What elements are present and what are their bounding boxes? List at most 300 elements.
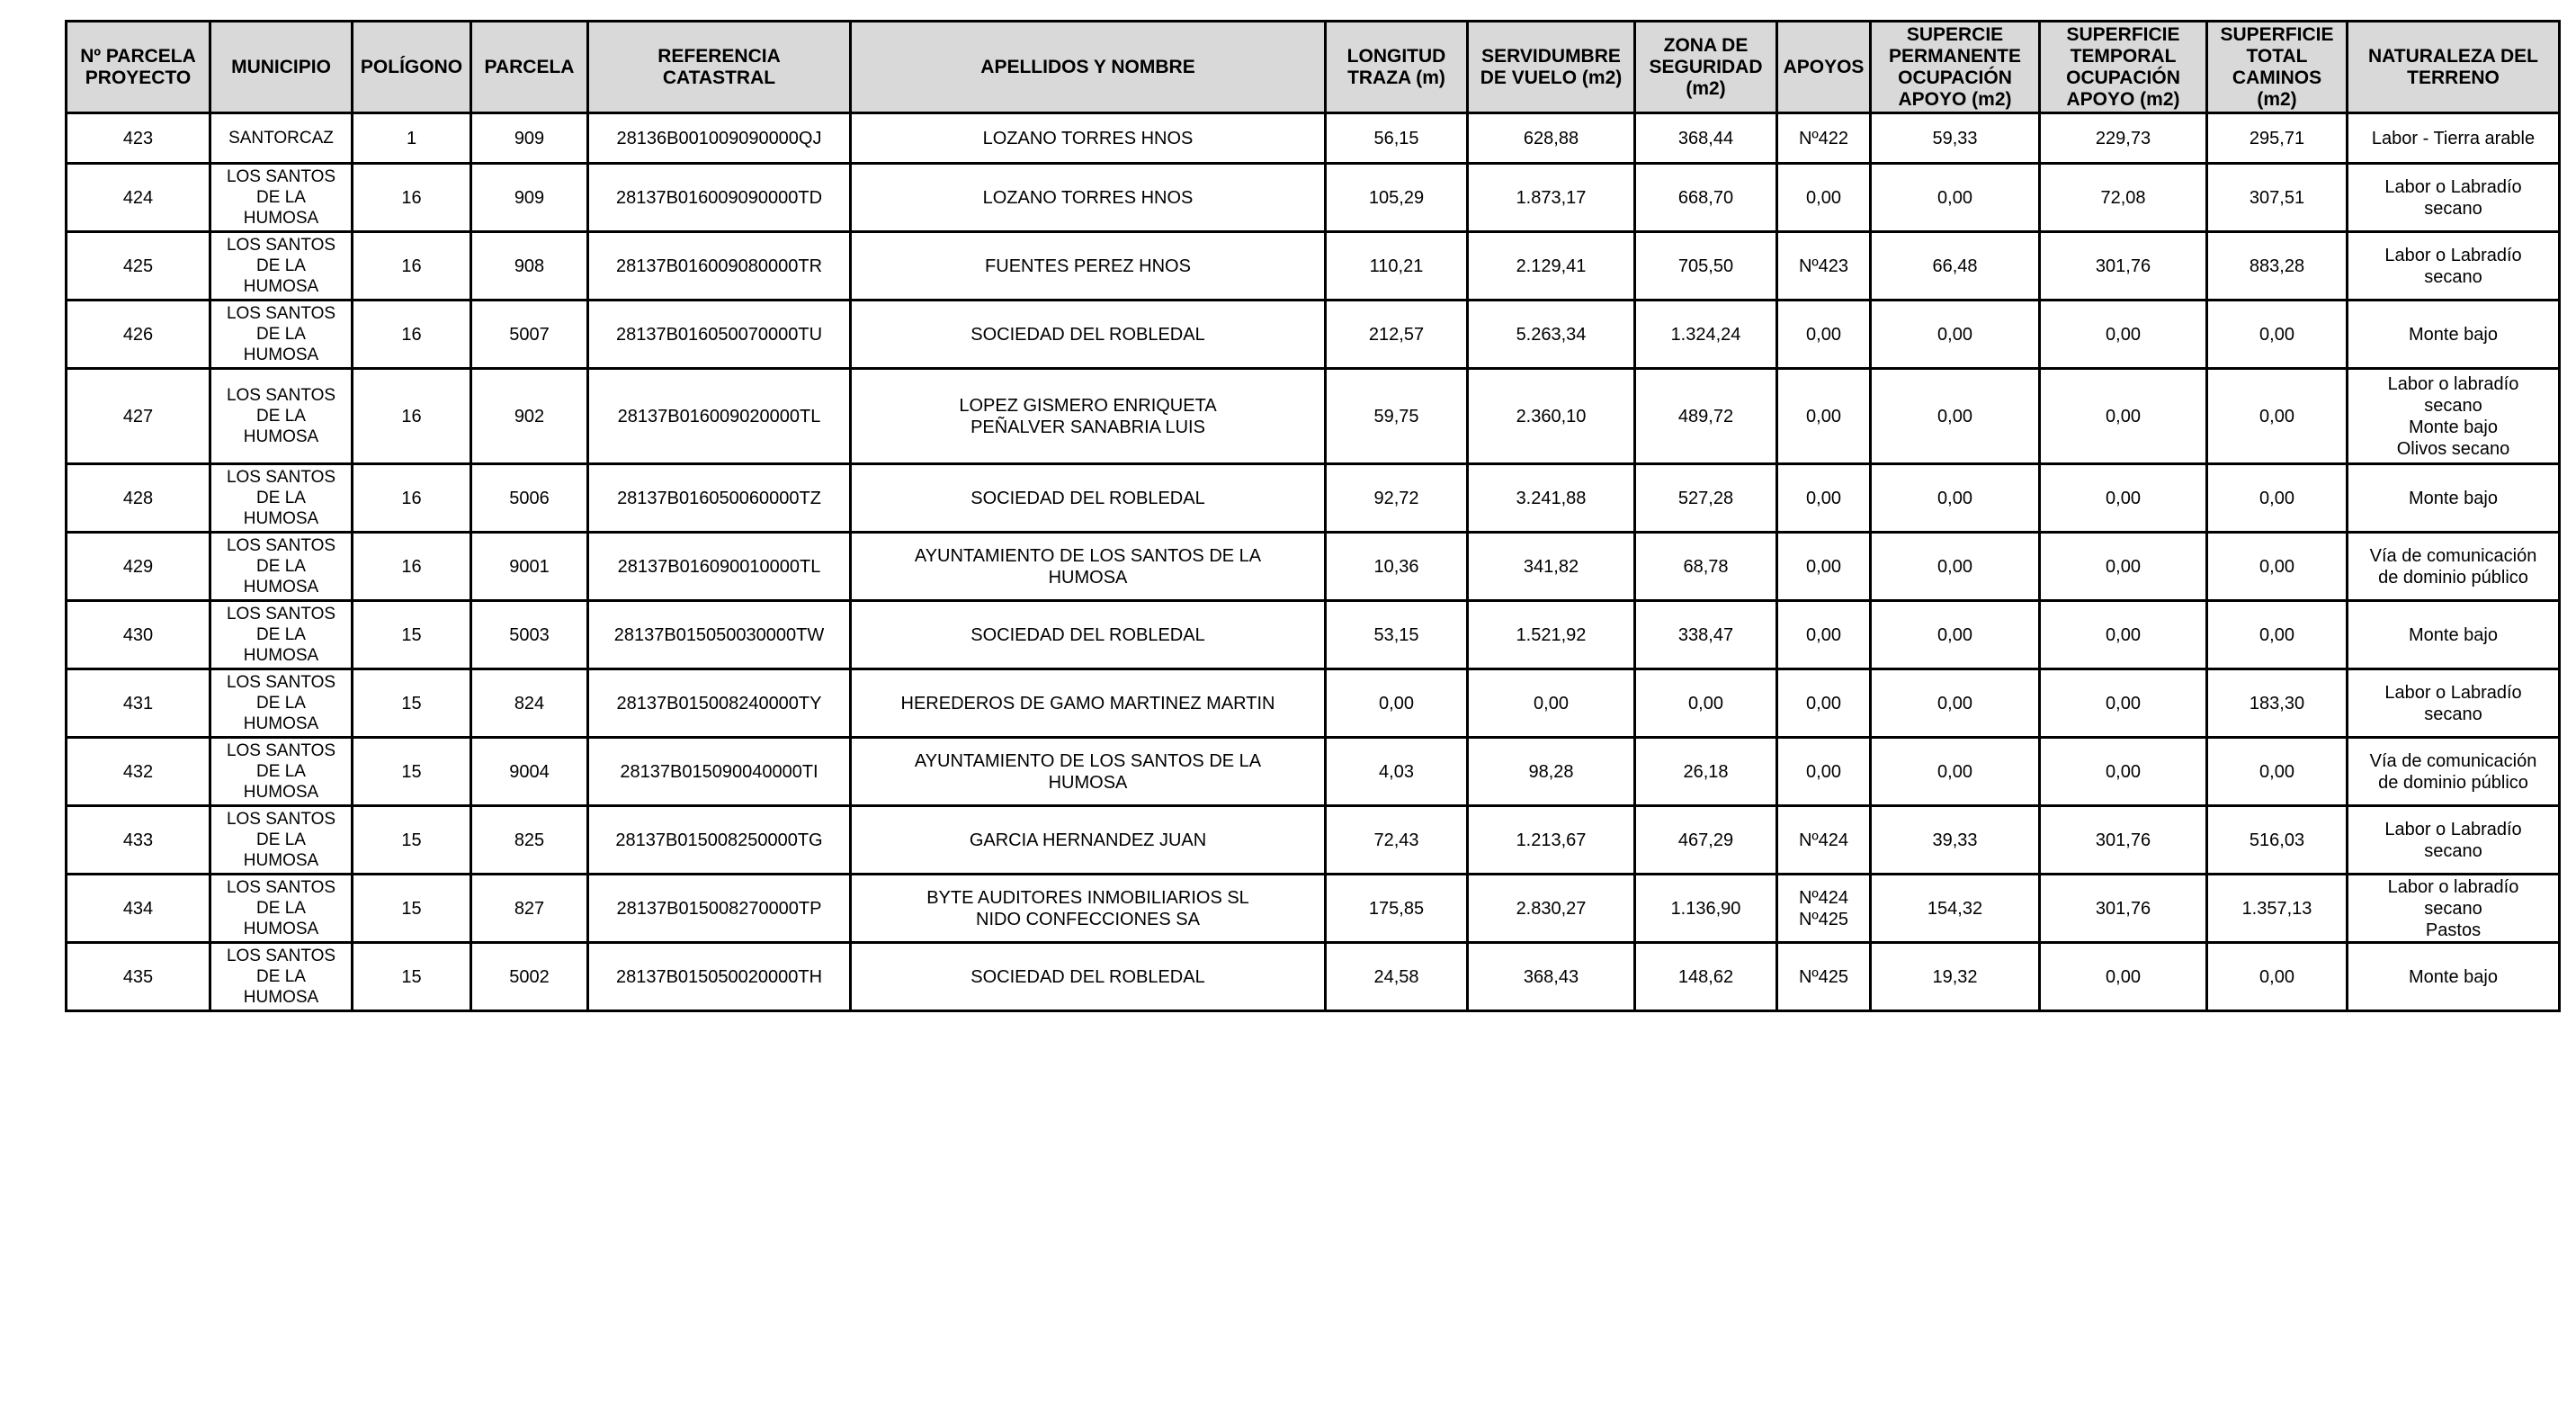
cell-apellidos-nombre-line: SOCIEDAD DEL ROBLEDAL xyxy=(970,624,1205,645)
cell-apoyos-line: Nº422 xyxy=(1798,128,1849,148)
cell-poligono: 16 xyxy=(353,232,471,301)
cell-municipio-line: LOS SANTOS xyxy=(226,810,336,829)
cell-naturaleza-terreno xyxy=(2348,464,2560,533)
header-sup-temporal: SUPERFICIE TEMPORAL OCUPACIÓN APOYO (m2) xyxy=(2040,22,2207,113)
table-row xyxy=(67,232,2560,301)
cell-apellidos-nombre-line: SOCIEDAD DEL ROBLEDAL xyxy=(970,488,1205,508)
table-body xyxy=(67,113,2560,1011)
cell-poligono: 1 xyxy=(353,113,471,164)
cell-naturaleza-terreno-line: Vía de comunicación xyxy=(2369,545,2537,566)
cell-apellidos-nombre xyxy=(851,369,1326,464)
cell-longitud-traza: 56,15 xyxy=(1326,113,1468,164)
cell-referencia-catastral: 28137B015050020000TH xyxy=(588,943,851,1011)
cell-apellidos-nombre-line: LOZANO TORRES HNOS xyxy=(982,187,1194,208)
cell-municipio xyxy=(210,113,353,164)
cell-apellidos-nombre xyxy=(851,533,1326,601)
cell-municipio-line: HUMOSA xyxy=(243,988,319,1007)
cell-municipio-line: DE LA xyxy=(256,762,306,781)
cell-sup-permanente: 0,00 xyxy=(1871,164,2040,232)
cell-apellidos-nombre-line: BYTE AUDITORES INMOBILIARIOS SL xyxy=(926,887,1249,908)
cell-apellidos-nombre xyxy=(851,464,1326,533)
cell-naturaleza-terreno-line: de dominio público xyxy=(2378,772,2528,793)
cell-longitud-traza: 4,03 xyxy=(1326,738,1468,806)
header-row xyxy=(67,22,2560,113)
cell-zona-seguridad: 668,70 xyxy=(1635,164,1777,232)
cell-apellidos-nombre-line: HEREDEROS DE GAMO MARTINEZ MARTIN xyxy=(900,693,1275,713)
cell-sup-permanente: 0,00 xyxy=(1871,464,2040,533)
cell-municipio xyxy=(210,533,353,601)
cell-municipio-line: LOS SANTOS xyxy=(226,605,336,624)
table-row xyxy=(67,369,2560,464)
cell-servidumbre-vuelo: 1.873,17 xyxy=(1468,164,1635,232)
cell-apoyos-line: 0,00 xyxy=(1806,488,1841,508)
cell-municipio-line: HUMOSA xyxy=(243,646,319,665)
cell-longitud-traza: 92,72 xyxy=(1326,464,1468,533)
cell-sup-caminos: 0,00 xyxy=(2207,601,2348,669)
cell-municipio-line: DE LA xyxy=(256,407,306,426)
table-row xyxy=(67,806,2560,875)
cell-apoyos xyxy=(1777,164,1871,232)
cell-apellidos-nombre-line: LOPEZ GISMERO ENRIQUETA xyxy=(959,395,1217,416)
cell-naturaleza-terreno xyxy=(2348,232,2560,301)
cell-zona-seguridad: 1.324,24 xyxy=(1635,301,1777,369)
cell-sup-caminos: 516,03 xyxy=(2207,806,2348,875)
cell-parcela: 902 xyxy=(471,369,588,464)
cell-parcela: 825 xyxy=(471,806,588,875)
parcel-table xyxy=(65,20,2561,1012)
cell-sup-permanente: 0,00 xyxy=(1871,669,2040,738)
cell-naturaleza-terreno-line: secano xyxy=(2424,840,2482,861)
cell-apoyos-line: Nº424 xyxy=(1798,830,1849,850)
cell-zona-seguridad: 148,62 xyxy=(1635,943,1777,1011)
cell-apellidos-nombre xyxy=(851,806,1326,875)
cell-apoyos-line: Nº424 xyxy=(1798,887,1849,908)
cell-sup-temporal: 0,00 xyxy=(2040,464,2207,533)
cell-naturaleza-terreno-line: Monte bajo xyxy=(2409,488,2498,508)
cell-servidumbre-vuelo: 5.263,34 xyxy=(1468,301,1635,369)
cell-municipio xyxy=(210,464,353,533)
cell-naturaleza-terreno xyxy=(2348,806,2560,875)
cell-municipio xyxy=(210,601,353,669)
cell-naturaleza-terreno-line: Olivos secano xyxy=(2396,438,2510,459)
cell-sup-temporal: 0,00 xyxy=(2040,601,2207,669)
cell-sup-caminos: 307,51 xyxy=(2207,164,2348,232)
cell-sup-permanente: 0,00 xyxy=(1871,369,2040,464)
cell-apoyos-line: 0,00 xyxy=(1806,406,1841,426)
cell-longitud-traza: 59,75 xyxy=(1326,369,1468,464)
cell-municipio xyxy=(210,164,353,232)
cell-apoyos xyxy=(1777,875,1871,943)
cell-referencia-catastral: 28137B016009090000TD xyxy=(588,164,851,232)
cell-sup-permanente: 0,00 xyxy=(1871,533,2040,601)
cell-referencia-catastral: 28137B015008250000TG xyxy=(588,806,851,875)
cell-parcela-proyecto: 427 xyxy=(67,369,210,464)
table-row xyxy=(67,943,2560,1011)
cell-apoyos xyxy=(1777,601,1871,669)
cell-parcela: 5006 xyxy=(471,464,588,533)
cell-naturaleza-terreno-line: de dominio público xyxy=(2378,567,2528,588)
table-row xyxy=(67,464,2560,533)
cell-apoyos xyxy=(1777,533,1871,601)
cell-municipio-line: HUMOSA xyxy=(243,851,319,870)
cell-municipio xyxy=(210,738,353,806)
cell-naturaleza-terreno-line: secano xyxy=(2424,266,2482,287)
cell-apoyos-line: Nº423 xyxy=(1798,256,1849,276)
cell-zona-seguridad: 489,72 xyxy=(1635,369,1777,464)
table-header xyxy=(67,22,2560,113)
header-servidumbre-vuelo: SERVIDUMBRE DE VUELO (m2) xyxy=(1468,22,1635,113)
cell-naturaleza-terreno-line: Labor o Labradío xyxy=(2384,176,2522,197)
cell-sup-caminos: 0,00 xyxy=(2207,369,2348,464)
cell-zona-seguridad: 705,50 xyxy=(1635,232,1777,301)
cell-sup-caminos: 883,28 xyxy=(2207,232,2348,301)
cell-municipio-line: HUMOSA xyxy=(243,277,319,296)
cell-municipio-line: HUMOSA xyxy=(243,783,319,802)
cell-servidumbre-vuelo: 1.521,92 xyxy=(1468,601,1635,669)
table-row xyxy=(67,533,2560,601)
cell-municipio-line: LOS SANTOS xyxy=(226,947,336,965)
header-zona-seguridad: ZONA DE SEGURIDAD (m2) xyxy=(1635,22,1777,113)
cell-servidumbre-vuelo: 1.213,67 xyxy=(1468,806,1635,875)
cell-referencia-catastral: 28136B001009090000QJ xyxy=(588,113,851,164)
cell-apoyos xyxy=(1777,464,1871,533)
cell-parcela: 909 xyxy=(471,164,588,232)
cell-parcela-proyecto: 435 xyxy=(67,943,210,1011)
header-sup-permanente: SUPERCIE PERMANENTE OCUPACIÓN APOYO (m2) xyxy=(1871,22,2040,113)
cell-zona-seguridad: 0,00 xyxy=(1635,669,1777,738)
cell-parcela-proyecto: 431 xyxy=(67,669,210,738)
cell-municipio-line: DE LA xyxy=(256,256,306,275)
cell-naturaleza-terreno xyxy=(2348,533,2560,601)
table-row xyxy=(67,301,2560,369)
cell-parcela-proyecto: 426 xyxy=(67,301,210,369)
cell-apellidos-nombre-line: LOZANO TORRES HNOS xyxy=(982,128,1194,148)
cell-sup-temporal: 0,00 xyxy=(2040,301,2207,369)
cell-poligono: 16 xyxy=(353,369,471,464)
cell-referencia-catastral: 28137B016090010000TL xyxy=(588,533,851,601)
cell-apoyos xyxy=(1777,301,1871,369)
cell-sup-caminos: 0,00 xyxy=(2207,301,2348,369)
cell-apoyos-line: 0,00 xyxy=(1806,761,1841,782)
cell-parcela: 824 xyxy=(471,669,588,738)
cell-servidumbre-vuelo: 0,00 xyxy=(1468,669,1635,738)
header-parcela: PARCELA xyxy=(471,22,588,113)
cell-apellidos-nombre-line: FUENTES PEREZ HNOS xyxy=(985,256,1191,276)
cell-sup-permanente: 19,32 xyxy=(1871,943,2040,1011)
header-municipio: MUNICIPIO xyxy=(210,22,353,113)
header-naturaleza-terreno: NATURALEZA DEL TERRENO xyxy=(2348,22,2560,113)
cell-longitud-traza: 53,15 xyxy=(1326,601,1468,669)
cell-apoyos xyxy=(1777,669,1871,738)
cell-apoyos xyxy=(1777,943,1871,1011)
cell-apoyos xyxy=(1777,806,1871,875)
cell-apoyos-line: 0,00 xyxy=(1806,324,1841,345)
cell-sup-temporal: 301,76 xyxy=(2040,232,2207,301)
cell-parcela-proyecto: 432 xyxy=(67,738,210,806)
cell-naturaleza-terreno-line: Labor o Labradío xyxy=(2384,819,2522,839)
cell-naturaleza-terreno-line: Labor o labradío xyxy=(2387,373,2519,394)
cell-municipio-line: LOS SANTOS xyxy=(226,673,336,692)
cell-sup-temporal: 0,00 xyxy=(2040,369,2207,464)
cell-municipio-line: LOS SANTOS xyxy=(226,878,336,897)
cell-referencia-catastral: 28137B016050070000TU xyxy=(588,301,851,369)
cell-municipio-line: LOS SANTOS xyxy=(226,304,336,323)
cell-referencia-catastral: 28137B016009020000TL xyxy=(588,369,851,464)
cell-naturaleza-terreno xyxy=(2348,738,2560,806)
cell-apellidos-nombre xyxy=(851,113,1326,164)
cell-apellidos-nombre-line: GARCIA HERNANDEZ JUAN xyxy=(969,830,1207,850)
cell-naturaleza-terreno xyxy=(2348,875,2560,943)
cell-naturaleza-terreno-line: Pastos xyxy=(2425,920,2482,940)
cell-zona-seguridad: 68,78 xyxy=(1635,533,1777,601)
cell-sup-permanente: 0,00 xyxy=(1871,738,2040,806)
cell-naturaleza-terreno-line: Monte bajo xyxy=(2409,966,2498,987)
cell-longitud-traza: 0,00 xyxy=(1326,669,1468,738)
cell-poligono: 15 xyxy=(353,601,471,669)
cell-naturaleza-terreno-line: Monte bajo xyxy=(2409,324,2498,345)
cell-apoyos xyxy=(1777,738,1871,806)
cell-municipio-line: DE LA xyxy=(256,694,306,713)
cell-parcela-proyecto: 430 xyxy=(67,601,210,669)
cell-servidumbre-vuelo: 341,82 xyxy=(1468,533,1635,601)
cell-municipio-line: LOS SANTOS xyxy=(226,536,336,555)
cell-longitud-traza: 110,21 xyxy=(1326,232,1468,301)
cell-sup-temporal: 0,00 xyxy=(2040,533,2207,601)
cell-sup-permanente: 0,00 xyxy=(1871,301,2040,369)
cell-servidumbre-vuelo: 368,43 xyxy=(1468,943,1635,1011)
cell-naturaleza-terreno xyxy=(2348,113,2560,164)
cell-referencia-catastral: 28137B015050030000TW xyxy=(588,601,851,669)
cell-naturaleza-terreno-line: Labor o labradío xyxy=(2387,876,2519,897)
cell-municipio xyxy=(210,806,353,875)
cell-poligono: 15 xyxy=(353,669,471,738)
cell-naturaleza-terreno xyxy=(2348,601,2560,669)
cell-longitud-traza: 24,58 xyxy=(1326,943,1468,1011)
cell-municipio-line: SANTORCAZ xyxy=(228,129,334,148)
cell-municipio-line: HUMOSA xyxy=(243,209,319,228)
cell-poligono: 15 xyxy=(353,806,471,875)
cell-municipio-line: DE LA xyxy=(256,830,306,849)
cell-sup-caminos: 0,00 xyxy=(2207,464,2348,533)
table-row xyxy=(67,113,2560,164)
cell-apellidos-nombre xyxy=(851,601,1326,669)
cell-zona-seguridad: 26,18 xyxy=(1635,738,1777,806)
cell-municipio xyxy=(210,232,353,301)
cell-parcela: 908 xyxy=(471,232,588,301)
cell-zona-seguridad: 368,44 xyxy=(1635,113,1777,164)
cell-longitud-traza: 212,57 xyxy=(1326,301,1468,369)
cell-parcela-proyecto: 425 xyxy=(67,232,210,301)
cell-sup-permanente: 39,33 xyxy=(1871,806,2040,875)
cell-municipio-line: DE LA xyxy=(256,188,306,207)
cell-zona-seguridad: 527,28 xyxy=(1635,464,1777,533)
cell-apellidos-nombre-line: AYUNTAMIENTO DE LOS SANTOS DE LA xyxy=(914,545,1262,566)
cell-municipio-line: DE LA xyxy=(256,489,306,507)
cell-apellidos-nombre-line: NIDO CONFECCIONES SA xyxy=(976,909,1200,929)
header-parcela-proyecto: Nº PARCELA PROYECTO xyxy=(67,22,210,113)
cell-parcela: 9001 xyxy=(471,533,588,601)
cell-naturaleza-terreno xyxy=(2348,164,2560,232)
cell-referencia-catastral: 28137B016050060000TZ xyxy=(588,464,851,533)
cell-parcela: 5007 xyxy=(471,301,588,369)
cell-apellidos-nombre xyxy=(851,232,1326,301)
cell-municipio xyxy=(210,875,353,943)
cell-naturaleza-terreno-line: secano xyxy=(2424,898,2482,919)
cell-apellidos-nombre xyxy=(851,875,1326,943)
cell-sup-permanente: 59,33 xyxy=(1871,113,2040,164)
cell-longitud-traza: 10,36 xyxy=(1326,533,1468,601)
cell-municipio-line: LOS SANTOS xyxy=(226,741,336,760)
cell-servidumbre-vuelo: 98,28 xyxy=(1468,738,1635,806)
cell-municipio xyxy=(210,943,353,1011)
cell-parcela-proyecto: 434 xyxy=(67,875,210,943)
cell-referencia-catastral: 28137B015008270000TP xyxy=(588,875,851,943)
cell-referencia-catastral: 28137B015008240000TY xyxy=(588,669,851,738)
cell-municipio-line: HUMOSA xyxy=(243,920,319,938)
cell-parcela: 909 xyxy=(471,113,588,164)
cell-apellidos-nombre-line: SOCIEDAD DEL ROBLEDAL xyxy=(970,966,1205,987)
cell-servidumbre-vuelo: 3.241,88 xyxy=(1468,464,1635,533)
cell-municipio-line: DE LA xyxy=(256,557,306,576)
cell-municipio-line: LOS SANTOS xyxy=(226,236,336,255)
cell-poligono: 15 xyxy=(353,738,471,806)
header-poligono: POLÍGONO xyxy=(353,22,471,113)
cell-naturaleza-terreno xyxy=(2348,669,2560,738)
cell-municipio-line: HUMOSA xyxy=(243,714,319,733)
cell-naturaleza-terreno-line: secano xyxy=(2424,395,2482,416)
cell-sup-caminos: 295,71 xyxy=(2207,113,2348,164)
cell-apellidos-nombre xyxy=(851,301,1326,369)
cell-naturaleza-terreno xyxy=(2348,301,2560,369)
cell-municipio xyxy=(210,369,353,464)
cell-sup-temporal: 229,73 xyxy=(2040,113,2207,164)
cell-naturaleza-terreno-line: Vía de comunicación xyxy=(2369,750,2537,771)
cell-municipio-line: LOS SANTOS xyxy=(226,386,336,405)
cell-sup-caminos: 0,00 xyxy=(2207,943,2348,1011)
header-longitud-traza: LONGITUD TRAZA (m) xyxy=(1326,22,1468,113)
cell-sup-temporal: 0,00 xyxy=(2040,738,2207,806)
cell-sup-temporal: 301,76 xyxy=(2040,875,2207,943)
table-row xyxy=(67,875,2560,943)
cell-sup-caminos: 183,30 xyxy=(2207,669,2348,738)
cell-servidumbre-vuelo: 628,88 xyxy=(1468,113,1635,164)
cell-sup-caminos: 1.357,13 xyxy=(2207,875,2348,943)
cell-poligono: 16 xyxy=(353,464,471,533)
cell-parcela: 827 xyxy=(471,875,588,943)
cell-apellidos-nombre xyxy=(851,164,1326,232)
cell-apellidos-nombre-line: PEÑALVER SANABRIA LUIS xyxy=(970,417,1205,437)
cell-apellidos-nombre-line: SOCIEDAD DEL ROBLEDAL xyxy=(970,324,1205,345)
cell-municipio-line: DE LA xyxy=(256,967,306,986)
cell-naturaleza-terreno-line: Monte bajo xyxy=(2409,417,2498,437)
cell-apellidos-nombre-line: HUMOSA xyxy=(1048,772,1128,793)
cell-parcela-proyecto: 424 xyxy=(67,164,210,232)
cell-municipio-line: HUMOSA xyxy=(243,427,319,446)
cell-servidumbre-vuelo: 2.360,10 xyxy=(1468,369,1635,464)
cell-sup-caminos: 0,00 xyxy=(2207,533,2348,601)
cell-naturaleza-terreno-line: Labor o Labradío xyxy=(2384,682,2522,703)
cell-servidumbre-vuelo: 2.830,27 xyxy=(1468,875,1635,943)
cell-apoyos xyxy=(1777,113,1871,164)
cell-sup-temporal: 301,76 xyxy=(2040,806,2207,875)
cell-parcela-proyecto: 423 xyxy=(67,113,210,164)
cell-naturaleza-terreno-line: Labor - Tierra arable xyxy=(2371,128,2536,148)
cell-sup-permanente: 154,32 xyxy=(1871,875,2040,943)
cell-parcela-proyecto: 429 xyxy=(67,533,210,601)
cell-apellidos-nombre-line: HUMOSA xyxy=(1048,567,1128,588)
cell-sup-permanente: 0,00 xyxy=(1871,601,2040,669)
cell-naturaleza-terreno-line: secano xyxy=(2424,198,2482,219)
cell-municipio-line: DE LA xyxy=(256,899,306,918)
cell-poligono: 15 xyxy=(353,943,471,1011)
cell-longitud-traza: 105,29 xyxy=(1326,164,1468,232)
header-apoyos: APOYOS xyxy=(1777,22,1871,113)
cell-sup-temporal: 72,08 xyxy=(2040,164,2207,232)
header-apellidos-nombre: APELLIDOS Y NOMBRE xyxy=(851,22,1326,113)
cell-referencia-catastral: 28137B015090040000TI xyxy=(588,738,851,806)
cell-naturaleza-terreno-line: secano xyxy=(2424,704,2482,724)
cell-sup-temporal: 0,00 xyxy=(2040,943,2207,1011)
header-referencia-catastral: REFERENCIA CATASTRAL xyxy=(588,22,851,113)
cell-apoyos xyxy=(1777,232,1871,301)
cell-parcela: 5002 xyxy=(471,943,588,1011)
cell-sup-permanente: 66,48 xyxy=(1871,232,2040,301)
cell-apoyos-line: Nº425 xyxy=(1798,966,1849,987)
table-row xyxy=(67,164,2560,232)
cell-naturaleza-terreno-line: Monte bajo xyxy=(2409,624,2498,645)
cell-zona-seguridad: 1.136,90 xyxy=(1635,875,1777,943)
cell-municipio-line: LOS SANTOS xyxy=(226,468,336,487)
table-row xyxy=(67,669,2560,738)
cell-municipio-line: HUMOSA xyxy=(243,509,319,528)
header-sup-caminos: SUPERFICIE TOTAL CAMINOS (m2) xyxy=(2207,22,2348,113)
cell-municipio-line: HUMOSA xyxy=(243,346,319,364)
cell-apellidos-nombre xyxy=(851,943,1326,1011)
cell-municipio-line: LOS SANTOS xyxy=(226,167,336,186)
cell-servidumbre-vuelo: 2.129,41 xyxy=(1468,232,1635,301)
cell-apoyos-line: Nº425 xyxy=(1798,909,1849,929)
cell-apellidos-nombre-line: AYUNTAMIENTO DE LOS SANTOS DE LA xyxy=(914,750,1262,771)
cell-naturaleza-terreno xyxy=(2348,943,2560,1011)
cell-municipio-line: DE LA xyxy=(256,325,306,344)
cell-apoyos xyxy=(1777,369,1871,464)
table-row xyxy=(67,601,2560,669)
cell-parcela: 5003 xyxy=(471,601,588,669)
cell-poligono: 15 xyxy=(353,875,471,943)
cell-sup-temporal: 0,00 xyxy=(2040,669,2207,738)
cell-sup-caminos: 0,00 xyxy=(2207,738,2348,806)
cell-apoyos-line: 0,00 xyxy=(1806,693,1841,713)
cell-zona-seguridad: 467,29 xyxy=(1635,806,1777,875)
cell-naturaleza-terreno-line: Labor o Labradío xyxy=(2384,245,2522,265)
cell-poligono: 16 xyxy=(353,164,471,232)
cell-municipio xyxy=(210,301,353,369)
cell-referencia-catastral: 28137B016009080000TR xyxy=(588,232,851,301)
cell-poligono: 16 xyxy=(353,533,471,601)
cell-parcela-proyecto: 428 xyxy=(67,464,210,533)
cell-longitud-traza: 175,85 xyxy=(1326,875,1468,943)
cell-apoyos-line: 0,00 xyxy=(1806,556,1841,577)
cell-apellidos-nombre xyxy=(851,738,1326,806)
cell-apellidos-nombre xyxy=(851,669,1326,738)
cell-apoyos-line: 0,00 xyxy=(1806,624,1841,645)
cell-municipio xyxy=(210,669,353,738)
table-row xyxy=(67,738,2560,806)
cell-apoyos-line: 0,00 xyxy=(1806,187,1841,208)
cell-zona-seguridad: 338,47 xyxy=(1635,601,1777,669)
cell-naturaleza-terreno xyxy=(2348,369,2560,464)
cell-parcela: 9004 xyxy=(471,738,588,806)
